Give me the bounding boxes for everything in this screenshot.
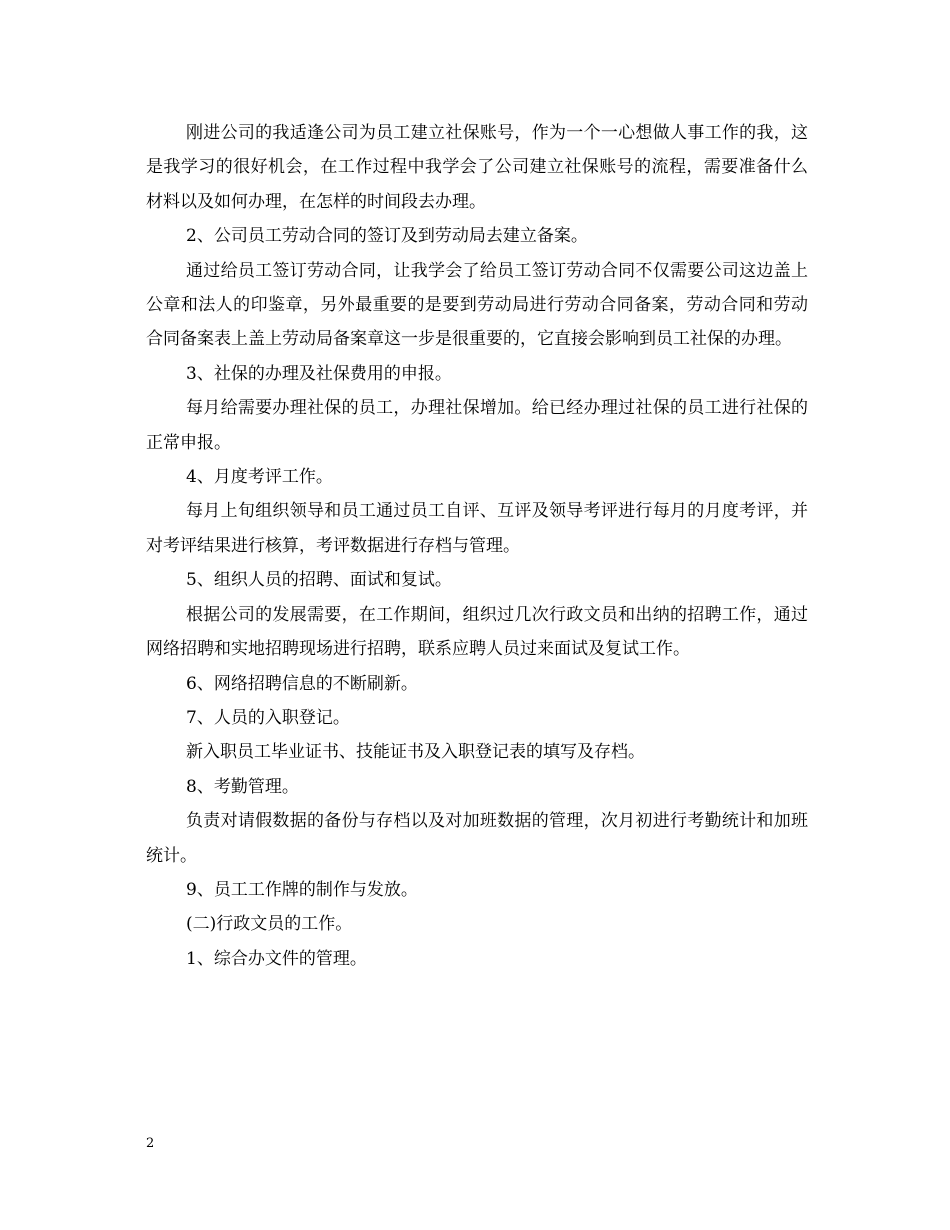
paragraph-2: 2、公司员工劳动合同的签订及到劳动局去建立备案。 <box>186 226 588 247</box>
paragraph-3: 通过给员工签订劳动合同，让我学会了给员工签订劳动合同不仅需要公司这边盖上公章和法人的印鉴章，另外最重要的是要到劳动局进行劳动合同备案，劳动合同和劳动合同备案表上盖上劳动局备案章这一步是很重要的，它直接会影响到员工社保的办理。 <box>146 260 808 350</box>
paragraph-10: 6、网络招聘信息的不断刷新。 <box>186 673 418 694</box>
paragraph-17: 1、综合办文件的管理。 <box>186 948 367 969</box>
paragraph-8: 5、组织人员的招聘、面试和复试。 <box>186 570 452 591</box>
page-number: 2 <box>146 1136 155 1151</box>
paragraph-15: 9、员工工作牌的制作与发放。 <box>186 879 418 900</box>
paragraph-4: 3、社保的办理及社保费用的申报。 <box>186 363 452 384</box>
paragraph-9: 根据公司的发展需要，在工作期间，组织过几次行政文员和出纳的招聘工作，通过网络招聘和实地招聘现场进行招聘，联系应聘人员过来面试及复试工作。 <box>146 604 808 660</box>
paragraph-13: 8、考勤管理。 <box>186 776 299 797</box>
paragraph-1: 刚进公司的我适逢公司为员工建立社保账号，作为一个一心想做人事工作的我，这是我学习的很好机会，在工作过程中我学会了公司建立社保账号的流程，需要准备什么材料以及如何办理，在怎样的时间段去办理。 <box>146 123 808 212</box>
paragraph-5: 每月给需要办理社保的员工，办理社保增加。给已经办理过社保的员工进行社保的正常申报。 <box>146 398 808 453</box>
paragraph-7: 每月上旬组织领导和员工通过员工自评、互评及领导考评进行每月的月度考评，并对考评结果进行核算，考评数据进行存档与管理。 <box>146 501 808 556</box>
paragraph-14: 负责对请假数据的备份与存档以及对加班数据的管理，次月初进行考勤统计和加班统计。 <box>146 811 808 866</box>
paragraph-16: (二)行政文员的工作。 <box>186 914 353 935</box>
paragraph-11: 7、人员的入职登记。 <box>186 707 350 728</box>
paragraph-6: 4、月度考评工作。 <box>186 467 333 488</box>
paragraph-12: 新入职员工毕业证书、技能证书及入职登记表的填写及存档。 <box>186 742 645 763</box>
document-body <box>146 116 808 976</box>
